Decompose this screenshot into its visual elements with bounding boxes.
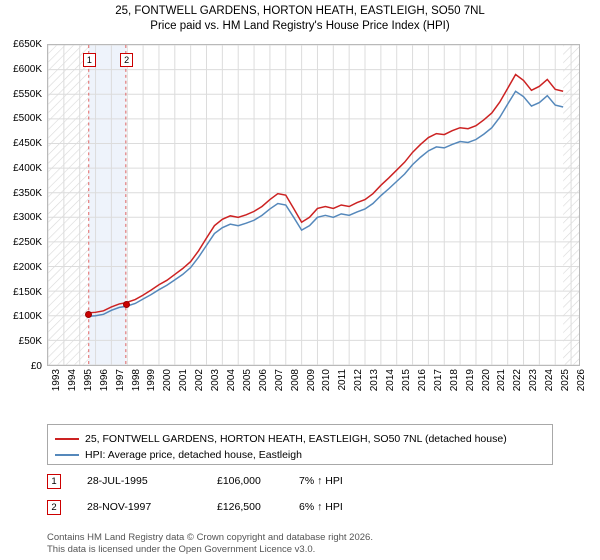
page-title [0,4,600,34]
x-tick-label: 2026 [576,369,588,392]
x-tick-label: 1993 [51,369,62,392]
y-tick-label: £450K [13,138,42,150]
sale-hpi-1: 7% ↑ HPI [299,475,343,487]
x-tick-label: 2007 [273,369,285,392]
x-tick-label: 1994 [66,369,78,392]
x-tick-label: 2001 [178,369,190,392]
x-tick-label: 1998 [130,369,142,392]
sale-index-2: 2 [47,500,61,515]
series-lines [48,45,579,365]
x-tick-label: 2006 [257,369,269,392]
y-axis-labels [0,39,45,372]
x-tick-label: 2017 [432,369,444,392]
y-tick-label: £400K [13,162,42,174]
y-tick-label: £300K [13,212,42,224]
x-tick-label: 2015 [401,369,413,392]
legend-label-price-paid: 25, FONTWELL GARDENS, HORTON HEATH, EASTLEIGH, SO50 7NL (detached house) [85,432,507,445]
sale-flag-2[interactable]: 2 [120,53,133,67]
x-tick-label: 2018 [448,369,460,392]
x-tick-label: 2005 [241,369,253,392]
table-row [47,472,553,498]
sale-hpi-2: 6% ↑ HPI [299,501,343,513]
x-tick-label: 2020 [480,369,492,392]
sale-marker-2[interactable] [123,301,130,308]
x-tick-label: 2025 [560,369,572,392]
x-tick-label: 2013 [369,369,381,392]
x-tick-label: 1996 [98,369,110,392]
x-tick-label: 2021 [496,369,508,392]
x-tick-label: 2000 [162,369,174,392]
y-tick-label: £650K [13,39,42,50]
footer-line-2: This data is licensed under the Open Government Licence v3.0. [47,543,316,555]
x-tick-label: 2016 [416,369,428,392]
x-tick-label: 2022 [512,369,524,392]
x-tick-label: 2003 [210,369,222,392]
title-line-2: Price paid vs. HM Land Registry's House Price Index (HPI) [150,20,450,32]
title-line-1: 25, FONTWELL GARDENS, HORTON HEATH, EASTLEIGH, SO50 7NL [115,5,485,17]
y-tick-label: £600K [13,63,42,75]
x-tick-label: 2009 [305,369,317,392]
x-tick-label: 2010 [321,369,333,392]
y-tick-label: £100K [13,311,42,323]
legend-entry-price-paid [55,431,545,446]
x-tick-label: 2002 [194,369,206,392]
x-tick-label: 1995 [82,369,94,392]
sales-table [47,472,553,524]
legend-label-hpi: HPI: Average price, detached house, Eastleigh [85,448,302,461]
footer-line-1: Contains HM Land Registry data © Crown copyright and database right 2026. [47,532,373,543]
x-tick-label: 2012 [353,369,365,392]
sale-date-2: 28-NOV-1997 [87,501,152,513]
y-tick-label: £250K [13,237,42,249]
x-tick-label: 2004 [226,369,237,392]
y-tick-label: £150K [13,286,42,298]
x-tick-label: 2023 [528,369,540,392]
legend-swatch-price-paid [55,438,79,440]
legend-entry-hpi [55,447,545,462]
x-tick-label: 2019 [464,369,476,392]
sale-price-2: £126,500 [217,501,261,513]
y-tick-label: £500K [13,113,42,125]
y-tick-label: £550K [13,88,42,100]
plot-area [47,44,580,366]
y-tick-label: £0 [30,361,42,372]
x-tick-label: 1999 [146,369,158,392]
legend-swatch-hpi [55,454,79,456]
sale-date-1: 28-JUL-1995 [87,475,148,487]
x-tick-label: 2014 [385,369,397,392]
x-tick-label: 2011 [337,369,349,391]
x-tick-label: 2024 [544,369,556,392]
sale-flag-1[interactable]: 1 [83,53,96,67]
y-tick-label: £50K [18,336,42,348]
x-axis-labels [47,369,588,409]
sale-price-1: £106,000 [217,475,261,487]
x-tick-label: 1997 [114,369,126,392]
y-tick-label: £200K [13,261,42,273]
table-row [47,498,553,524]
footer-attribution [47,532,587,555]
y-tick-label: £350K [13,187,42,199]
chart-legend [47,424,553,465]
sale-index-1: 1 [47,474,61,489]
x-tick-label: 2008 [289,369,301,392]
